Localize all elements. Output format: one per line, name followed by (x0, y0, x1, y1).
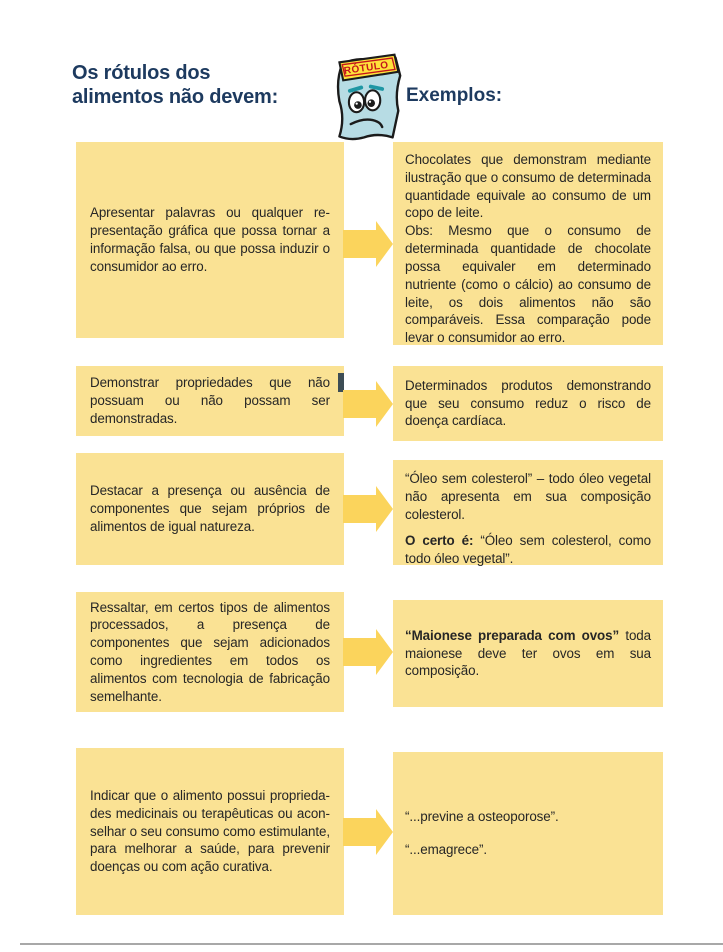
page-footer-rule (20, 943, 723, 945)
example-box-3 (393, 460, 663, 565)
page-title-line1: Os rótulos dos (72, 62, 211, 84)
right-arrow-icon (343, 486, 393, 532)
rule-box-3 (76, 453, 344, 565)
rule-row-5 (0, 748, 723, 915)
rule-row-2 (0, 366, 723, 441)
rule-row-4 (0, 592, 723, 712)
examples-heading: Exemplos: (406, 85, 503, 106)
rule-text-4: Ressaltar, em certos tipos de alimentos processados, a presença de componentes que sejam adicionados como ingredientes em todos os alimentos com tecnologia de fabricação semelhante. (90, 599, 330, 704)
example-box-2 (393, 366, 663, 441)
rule-box-5 (76, 748, 344, 915)
rule-text-3: Destacar a presença ou ausência de componentes que sejam próprios de alimentos de igual natureza. (90, 483, 330, 534)
rotulo-banner-text: RÓTULO (343, 59, 390, 77)
page-title (72, 61, 278, 109)
rotulo-label-icon (328, 51, 404, 143)
example-text-1b: Obs: Mesmo que o consumo de determinada quantidade de chocolate possa equivaler em determinado nutriente (como o cálcio) ao consumo de leite, os dois alimentos não são comparáveis. Essa comparação pode levar o consumidor ao erro. (405, 223, 651, 346)
rule-box-4 (76, 592, 344, 712)
rule-text-2: Demonstrar propriedades que não possuam ou não possam ser demonstradas. (90, 375, 330, 426)
right-arrow-icon (343, 629, 393, 675)
rule-box-1 (76, 142, 344, 338)
page-title-line2: alimentos não devem: (72, 86, 279, 108)
example-box-1 (393, 142, 663, 345)
right-arrow-icon (343, 221, 393, 267)
example-bold-lead: “Maionese preparada com ovos” (405, 627, 620, 643)
right-arrow-icon (343, 809, 393, 855)
example-text-3b: O certo é: “Óleo sem colesterol, como todo óleo vegetal”. (405, 533, 651, 567)
example-text-2: Determinados produtos demonstrando que seu consumo reduz o risco de doença cardíaca. (405, 377, 651, 429)
example-text-4: “Maionese preparada com ovos” toda maionese deve ter ovos em sua composição. (405, 627, 651, 679)
rule-row-1 (0, 142, 723, 345)
example-bold-lead: O certo é: (405, 533, 474, 549)
example-text-5a: “...previne a osteoporose”. (405, 809, 559, 825)
rule-row-3 (0, 453, 723, 565)
rule-box-2 (76, 366, 344, 436)
rule-text-5: Indicar que o alimento possui propriedades medicinais ou terapêuticas ou aconselhar o seu consumo como estimulante, para melhorar a saúde, para prevenir doenças ou com ação curativa. (90, 787, 330, 875)
example-box-5 (393, 752, 663, 915)
rule-text-1: Apresentar palavras ou qualquer representação gráfica que possa tornar a informação falsa, ou que possa induzir o consumidor ao erro. (90, 205, 330, 274)
example-text-5b: “...emagrece”. (405, 842, 487, 857)
example-text-1a: Chocolates que demonstram mediante ilustração que o consumo de determinada quantidade equivale ao consumo de um copo de leite. (405, 152, 651, 221)
example-text-3a: “Óleo sem colesterol” – todo óleo vegetal não apresenta em sua composição colesterol. (405, 471, 651, 522)
example-box-4 (393, 600, 663, 707)
right-arrow-icon (343, 381, 393, 427)
